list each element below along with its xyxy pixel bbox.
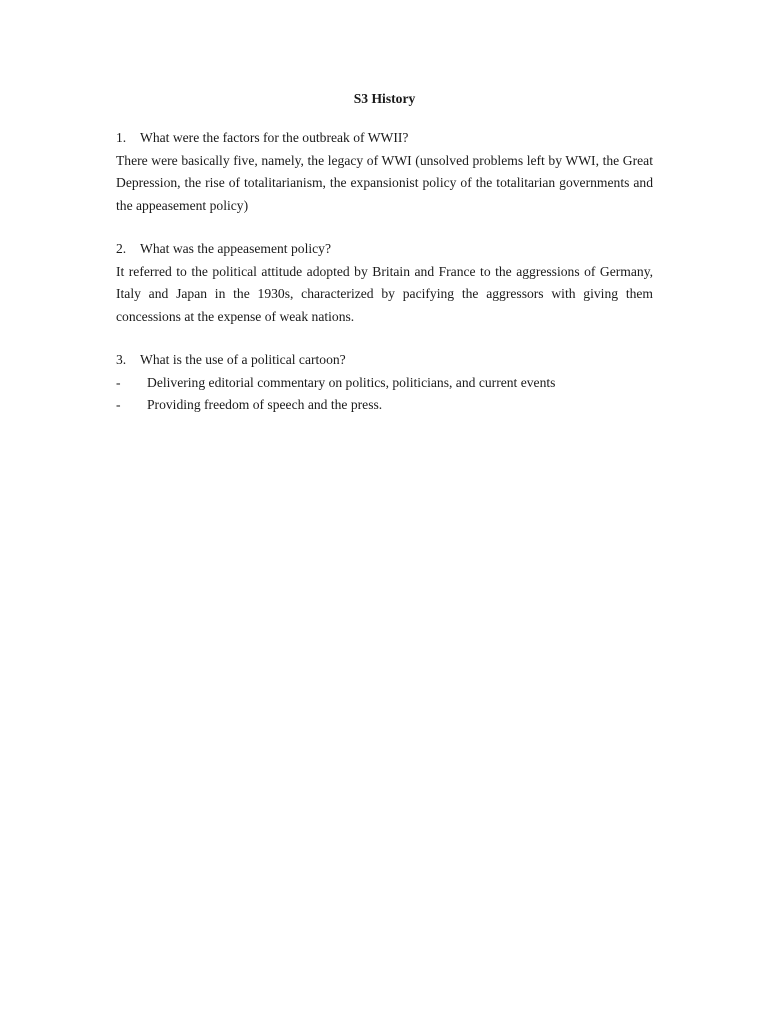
document-page [116,88,653,438]
bullet-dash: - [116,374,121,390]
bullet-dash: - [116,397,121,412]
question-2 [116,238,653,261]
question-number: 3. [116,352,127,367]
question-text: What is the use of a political cartoon? [140,352,346,367]
question-section-1 [116,127,653,217]
question-section-3 [116,349,653,417]
bullet-text: Providing freedom of speech and the press. [147,397,383,412]
question-3 [116,349,653,372]
question-section-2 [116,238,653,328]
question-text: What was the appeasement policy? [140,241,331,256]
bullet-text: Delivering editorial commentary on politics, politicians, and current events [147,374,556,390]
question-text: What were the factors for the outbreak of WWII? [140,130,409,145]
question-number: 2. [116,241,127,256]
bullet-item [116,372,653,395]
bullet-item [116,394,653,417]
answer-1: There were basically five, namely, the legacy of WWI (unsolved problems left by WWI, the Great Depression, the rise of totalitarianism, the expansionist policy of the totalitarian governments and the appeasement policy) [116,152,653,213]
answer-2: It referred to the political attitude adopted by Britain and France to the aggressions of Germany, Italy and Japan in the 1930s, characterized by pacifying the aggressors with giving them concessions at the expense of weak nations. [116,263,653,324]
question-number: 1. [116,130,127,145]
document-title: S3 History [353,91,416,106]
question-1 [116,127,653,150]
